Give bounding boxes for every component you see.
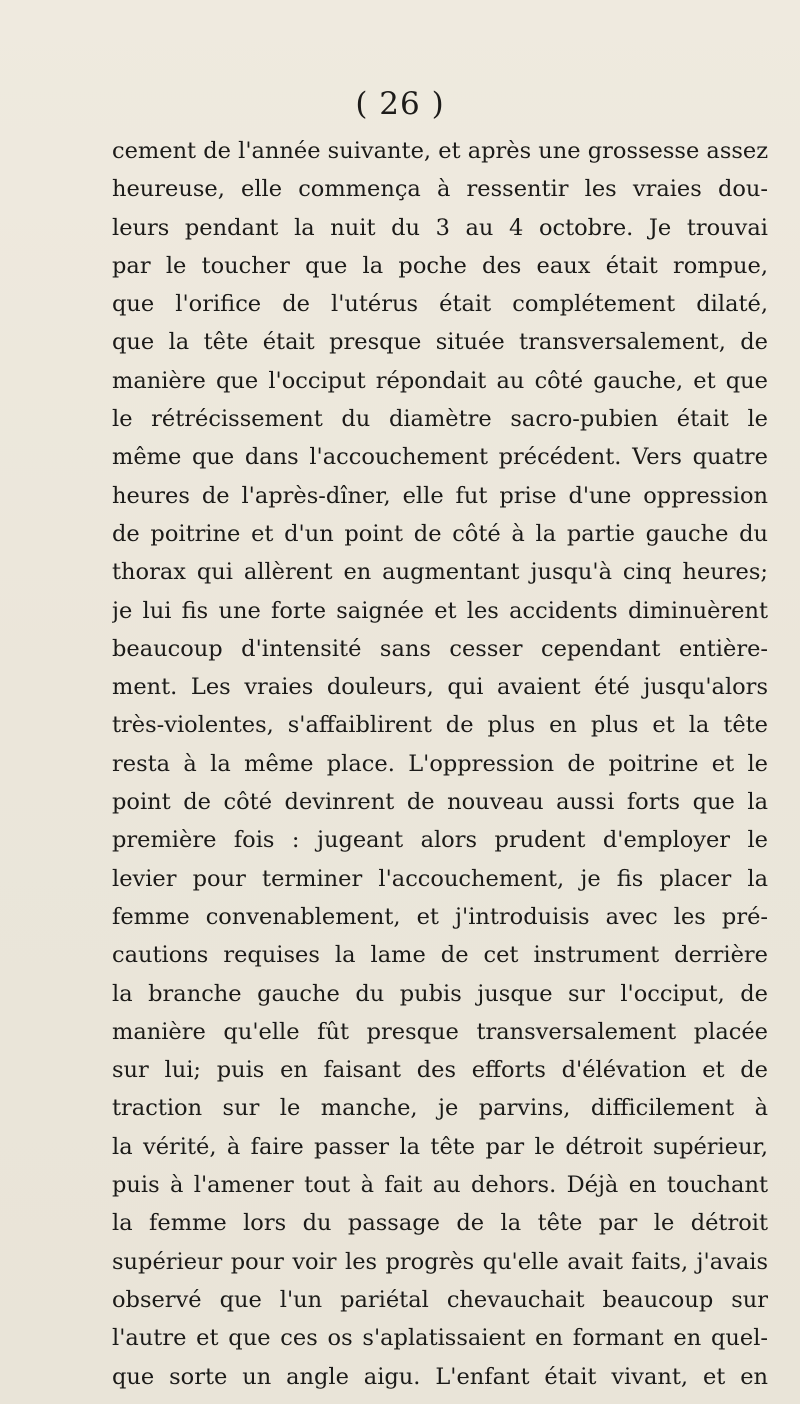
body-text	[112, 132, 768, 1396]
text-line: point de côté devinrent de nouveau aussi forts que la	[112, 789, 768, 816]
text-line: ment. Les vraies douleurs, qui avaient été jusqu'alors	[112, 674, 768, 701]
text-line: le rétrécissement du diamètre sacro-pubien était le	[112, 406, 768, 433]
text-line: resta à la même place. L'oppression de poitrine et le	[112, 750, 768, 777]
text-line: première fois : jugeant alors prudent d'employer le	[112, 827, 768, 854]
text-line: thorax qui allèrent en augmentant jusqu'à cinq heures;	[112, 559, 768, 586]
text-line: levier pour terminer l'accouchement, je fis placer la	[112, 865, 768, 892]
text-line: la femme lors du passage de la tête par le détroit	[112, 1210, 768, 1237]
text-line: que la tête était presque située transversalement, de	[112, 329, 768, 356]
text-line: heureuse, elle commença à ressentir les vraies dou-	[112, 176, 768, 203]
text-line: sur lui; puis en faisant des efforts d'élévation et de	[112, 1057, 768, 1084]
text-line: l'autre et que ces os s'aplatissaient en formant en quel-	[112, 1325, 768, 1352]
text-line: observé que l'un pariétal chevauchait beaucoup sur	[112, 1286, 768, 1313]
text-line: même que dans l'accouchement précédent. Vers quatre	[112, 444, 768, 471]
text-line: la branche gauche du pubis jusque sur l'occiput, de	[112, 980, 768, 1007]
text-line: femme convenablement, et j'introduisis avec les pré-	[112, 903, 768, 930]
page-number: ( 26 )	[355, 86, 445, 122]
text-line: très-violentes, s'affaiblirent de plus en plus et la tête	[112, 712, 768, 739]
text-line: cement de l'année suivante, et après une grossesse assez	[112, 138, 768, 164]
text-line: je lui fis une forte saignée et les accidents diminuèrent	[112, 597, 768, 624]
text-line: manière que l'occiput répondait au côté gauche, et que	[112, 367, 768, 394]
text-line: leurs pendant la nuit du 3 au 4 octobre. Je trouvai	[112, 214, 768, 241]
text-line: par le toucher que la poche des eaux était rompue,	[112, 252, 768, 279]
text-line: heures de l'après-dîner, elle fut prise d'une oppression	[112, 482, 768, 509]
text-line: traction sur le manche, je parvins, difficilement à	[112, 1095, 768, 1122]
text-line: cautions requises la lame de cet instrument derrière	[112, 942, 768, 969]
text-line: supérieur pour voir les progrès qu'elle avait faits, j'avais	[112, 1248, 768, 1275]
text-line: de poitrine et d'un point de côté à la partie gauche du	[112, 520, 768, 547]
text-line: que l'orifice de l'utérus était complétement dilaté,	[112, 291, 768, 318]
text-line: la vérité, à faire passer la tête par le détroit supérieur,	[112, 1133, 768, 1160]
text-line: manière qu'elle fût presque transversalement placée	[112, 1018, 768, 1045]
text-line: puis à l'amener tout à fait au dehors. Déjà en touchant	[112, 1172, 768, 1199]
text-line: que sorte un angle aigu. L'enfant était vivant, et en	[112, 1363, 768, 1390]
text-line: beaucoup d'intensité sans cesser cependant entière-	[112, 635, 768, 662]
